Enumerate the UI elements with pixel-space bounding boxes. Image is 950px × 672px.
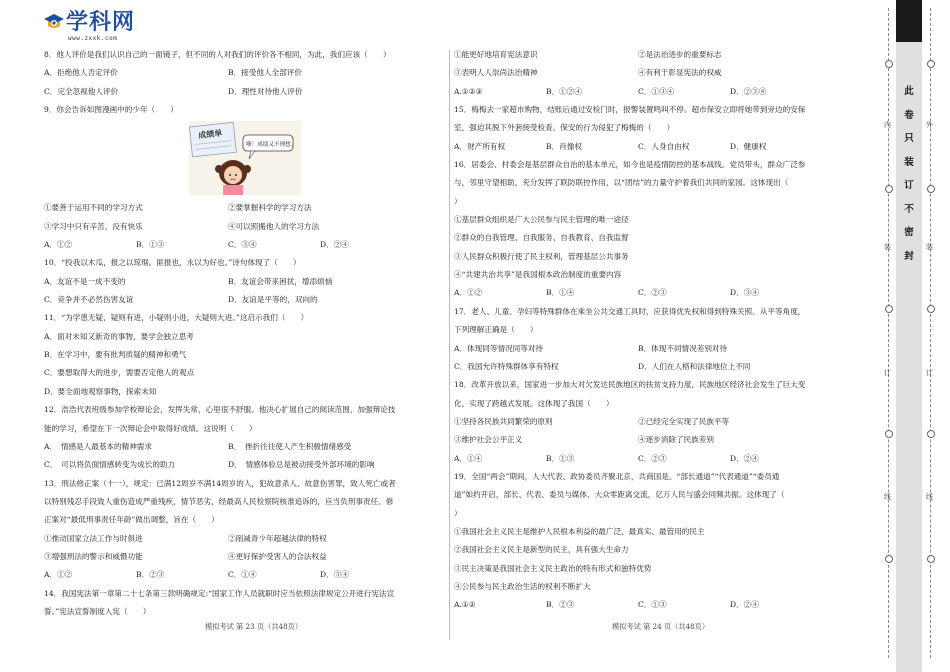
right-options xyxy=(454,358,854,376)
question-text: 9．你会告诉如图漫画中的少年（ ） xyxy=(44,105,178,115)
option-text: A．①④ xyxy=(454,453,483,463)
option-text: B．①③ xyxy=(546,453,575,463)
option-text: D．③④ xyxy=(730,288,759,298)
option-text: C．①③ xyxy=(638,600,667,610)
option-text: ②群众的自我管理、自我服务、自我教育、自我监督 xyxy=(454,233,629,243)
right-options xyxy=(454,596,854,614)
left-options xyxy=(44,236,449,254)
left-options xyxy=(44,64,449,82)
notice-char: 装 xyxy=(904,156,914,168)
option-text: D．健康权 xyxy=(730,141,767,151)
question-text: 12．浩浩代表班级参加学校辩论会，发挥失常，心里很不舒服。他决心扩展自己的阅读范围，加强辩论技 xyxy=(44,405,396,415)
question-text: 下列理解正确是（ ） xyxy=(454,325,538,335)
option-text: C．①④ xyxy=(228,570,257,580)
graduation-cap-icon xyxy=(44,12,64,32)
option-text: C．完全忽视他人评价 xyxy=(44,86,119,96)
option-text: C．②③ xyxy=(638,453,667,463)
outer-binding-label: 外 xyxy=(926,121,933,129)
left-options xyxy=(44,328,449,346)
option-text: ②削减青少年超越法律的特权 xyxy=(228,533,327,543)
right-options xyxy=(454,229,854,247)
option-text: A．财产所有权 xyxy=(454,141,506,151)
option-text: D．友谊是平等的，双向的 xyxy=(228,295,318,305)
option-text: D．②③④ xyxy=(730,86,767,96)
right-options xyxy=(454,560,854,578)
comic-illustration xyxy=(189,121,301,195)
column-divider xyxy=(449,50,450,640)
option-text: ②已经完全实现了民族平等 xyxy=(638,416,730,426)
option-text: ④公民参与民主政治生活的权利不断扩大 xyxy=(454,581,591,591)
right-options xyxy=(454,46,854,64)
option-text: D．②④ xyxy=(730,453,759,463)
outer-binding-label: 订 xyxy=(926,369,933,377)
option-text: C．要想取得大的进步，需要否定他人的观点 xyxy=(44,368,195,378)
left-options xyxy=(44,530,449,548)
question-text: 10．“投我以木瓜，报之以琼琚。匪报也，永以为好也。”诗句体现了（ ） xyxy=(44,258,301,268)
right-options xyxy=(454,138,854,156)
right-options xyxy=(454,248,854,266)
option-text: C．我国允许特殊群体享有特权 xyxy=(454,361,559,371)
question-text: 8．他人评价是我们认识自己的一面镜子，但不同的人对我们的评价各不相同，为此，我们应该（ ） xyxy=(44,50,391,59)
left-options xyxy=(44,438,449,456)
notice-char: 密 xyxy=(904,227,914,238)
option-text: B．体现不同情况差别对待 xyxy=(638,343,728,353)
right-options xyxy=(454,64,854,82)
option-text: B． 挫折往往使人产生积极情绪感受 xyxy=(228,441,352,451)
option-text: ①坚持各民族共同繁荣的原则 xyxy=(454,416,553,426)
notice-char: 封 xyxy=(904,250,914,262)
binding-hole xyxy=(885,305,893,313)
option-text: B．①④ xyxy=(546,288,575,298)
question-text: ） xyxy=(454,508,462,518)
binding-hole xyxy=(927,60,935,68)
binding-notice xyxy=(903,80,915,268)
outer-binding-label: 装 xyxy=(926,243,933,251)
question-text: 14．我国宪法第一章第二十七条第三款明确规定:“国家工作人员就职时应当依照法律规定公开进行宪法宣 xyxy=(44,588,395,598)
question-text: 18．改革开放以来，国家进一步加大对欠发达民族地区的扶贫支持力度，民族地区经济社会发生了巨大变 xyxy=(454,380,806,390)
option-text: A．面对未知又新奇的事物，要学会独立思考 xyxy=(44,331,194,341)
option-text: ①推动国家立法工作与时俱进 xyxy=(44,533,143,543)
logo xyxy=(44,10,136,42)
left-options xyxy=(44,346,449,364)
option-text: D．人们在人格和法律地位上不同 xyxy=(638,361,751,371)
option-text: B．接受他人全部评价 xyxy=(228,68,302,78)
question-text: 以特别残忍手段致人重伤造成严重残疾，情节恶劣，经最高人民检察院核准追诉的，应当负刑事责任。修 xyxy=(44,496,394,506)
option-text: A． 情感是人最基本的精神需求 xyxy=(44,441,152,451)
footer-left: 模拟考试 第 23 页（共48页） xyxy=(205,622,303,631)
option-text: ①要善于运用不同的学习方式 xyxy=(44,203,143,213)
right-options xyxy=(454,340,854,358)
question-text: 化，实现了跨越式发展。这体现了我国（ ） xyxy=(454,398,614,408)
question-text: 能的学习，希望在下一次辩论会中取得好成绩。这说明（ ） xyxy=(44,423,257,433)
option-text: C．人身自由权 xyxy=(638,141,690,151)
option-text: ③维护社会公平正义 xyxy=(454,435,523,445)
option-text: C．③④ xyxy=(228,240,257,250)
inner-binding-label: 装 xyxy=(884,243,891,251)
footer-right: 模拟考试 第 24 页（共48页） xyxy=(612,622,710,631)
binding-hole xyxy=(927,555,935,563)
notice-char: 此 xyxy=(904,86,914,97)
option-text: ①能更好地培育宪法意识 xyxy=(454,50,538,59)
comic-card-title: 成绩单 xyxy=(197,128,223,141)
question-text: 誓。”宪法宣誓制度入宪（ ） xyxy=(44,606,151,616)
option-text: D．②④ xyxy=(320,240,349,250)
question-text: 17．老人、儿童、孕妇等特殊群体在乘坐公共交通工具时，应获得优先权和得到特殊关照。从平等角度， xyxy=(454,306,806,316)
question-text: 室，强迫其脱下外套接受检查。保安的行为侵犯了梅梅的（ ） xyxy=(454,123,675,133)
question-text: 与，邻里守望相助，充分发挥了联防联控作用，以“团结”的力量守护着我们共同的家园。这体现出（ xyxy=(454,178,789,188)
left-options xyxy=(44,83,449,101)
option-text: B．①②④ xyxy=(546,86,582,96)
option-text: B．②③ xyxy=(136,570,165,580)
option-text: C．竞争并不必然伤害友谊 xyxy=(44,295,134,305)
binding-hole xyxy=(885,60,893,68)
right-options xyxy=(454,450,854,468)
option-text: D． 情感体验总是被动接受外部环境的影响 xyxy=(228,460,375,470)
question-text: 11．“为学患无疑，疑则有进，小疑则小进，大疑则大进。”这启示我们（ ） xyxy=(44,313,309,323)
left-options xyxy=(44,548,449,566)
option-text: A.①② xyxy=(454,600,476,610)
option-text: C． 可以将负面情感转变为成长的助力 xyxy=(44,460,176,470)
option-text: ②要掌握科学的学习方法 xyxy=(228,203,312,213)
question-text: 19．全国“两会”期间，人大代表、政协委员齐聚北京，共商国是。“部长通道”“代表通道”“委员通 xyxy=(454,471,780,481)
option-text: ②是法治进步的重要标志 xyxy=(638,50,722,59)
option-text: A．①② xyxy=(454,288,483,298)
outer-binding-label: 线 xyxy=(926,493,933,501)
left-options xyxy=(44,291,449,309)
option-text: ③人民群众积极行使了民主权利，管理基层公共事务 xyxy=(454,251,629,261)
right-options xyxy=(454,83,854,101)
option-text: ④可以照搬他人的学习方法 xyxy=(228,221,320,231)
comic-figure xyxy=(44,119,449,199)
question-text: 道”如约开启，部长、代表、委员与媒体、大众零距离交流，亿万人民与盛会同频共振。这体现了（ xyxy=(454,490,785,500)
notice-char: 只 xyxy=(904,133,914,144)
option-text: A．①② xyxy=(44,240,73,250)
left-column xyxy=(44,46,449,621)
left-options xyxy=(44,273,449,291)
inner-binding-label: 线 xyxy=(884,493,891,501)
left-options xyxy=(44,364,449,382)
option-text: A．友谊不是一成不变的 xyxy=(44,276,126,286)
right-options xyxy=(454,284,854,302)
notice-char: 不 xyxy=(904,203,914,215)
option-text: ④逐步消除了民族差别 xyxy=(638,435,714,445)
notice-bar-top xyxy=(896,0,922,42)
left-options xyxy=(44,456,449,474)
option-text: B．友谊会带来困扰，增添烦恼 xyxy=(228,276,333,286)
inner-binding-label: 订 xyxy=(884,369,891,377)
option-text: A．拒绝他人否定评价 xyxy=(44,68,118,78)
option-text: ④有利于彰显宪法的权威 xyxy=(638,68,722,78)
right-options xyxy=(454,266,854,284)
option-text: D．理性对待他人评价 xyxy=(228,86,303,96)
logo-url: www.zxxk.com xyxy=(68,35,118,42)
option-text: B．②③ xyxy=(546,600,575,610)
notice-char: 卷 xyxy=(904,109,914,121)
right-options xyxy=(454,431,854,449)
logo-text: 学科网 xyxy=(66,10,136,35)
right-column xyxy=(454,46,854,615)
option-text: ③表明人人崇尚法治精神 xyxy=(454,68,538,78)
binding-hole xyxy=(927,185,935,193)
question-text: ） xyxy=(454,196,462,206)
option-text: A．①② xyxy=(44,570,73,580)
option-text: ②我国社会主义民主是新型的民主，具有强大生命力 xyxy=(454,545,629,555)
option-text: ④“共建共治共享”是我国根本政治制度的重要内容 xyxy=(454,270,622,280)
right-options xyxy=(454,578,854,596)
left-options xyxy=(44,566,449,584)
binding-hole xyxy=(885,185,893,193)
right-options xyxy=(454,211,854,229)
option-text: ④更好保护受害人的合法权益 xyxy=(228,551,327,561)
binding-hole xyxy=(885,430,893,438)
left-options xyxy=(44,218,449,236)
question-text: 16．居委会、村委会是基层群众自治的基本单元，如今也是疫情防控的基本战线。党员带头，群众广泛参 xyxy=(454,160,806,170)
comic-speech: 嗨！成绩又不理想。 xyxy=(246,142,297,149)
option-text: A．体现同等情况同等对待 xyxy=(454,343,544,353)
option-text: D．②④ xyxy=(730,600,759,610)
option-text: ③民主决策是我国社会主义民主政治的特有形式和独特优势 xyxy=(454,563,652,573)
option-text: C．①③④ xyxy=(638,86,675,96)
option-text: C．②③ xyxy=(638,288,667,298)
notice-char: 订 xyxy=(904,180,914,191)
question-text: 正案对“最低刑事责任年龄”做出调整，旨在（ ） xyxy=(44,515,219,525)
question-text: 13．刑法修正案（十一），规定：已满12周岁不满14周岁的人，犯故意杀人、故意伤害罪，致人死亡或者 xyxy=(44,478,396,488)
right-options xyxy=(454,523,854,541)
option-text: B．在学习中，要有批判质疑的精神和勇气 xyxy=(44,350,187,360)
inner-binding-label: 内 xyxy=(884,121,891,129)
option-text: ③增强刑法的警示和威慑功能 xyxy=(44,551,143,561)
binding-hole xyxy=(927,430,935,438)
left-options xyxy=(44,199,449,217)
option-text: B．肖像权 xyxy=(546,141,582,151)
option-text: B．①③ xyxy=(136,240,165,250)
binding-hole xyxy=(927,305,935,313)
option-text: A.①②③ xyxy=(454,86,483,96)
binding-hole xyxy=(885,555,893,563)
option-text: ①我国社会主义民主是维护人民根本利益的最广泛、最真实、最管用的民主 xyxy=(454,526,705,536)
option-text: ①基层群众组织是广大公民参与民主管理的唯一途径 xyxy=(454,215,629,225)
option-text: D．要全面地观察事物，探索未知 xyxy=(44,386,157,396)
right-options xyxy=(454,541,854,559)
option-text: D．③④ xyxy=(320,570,349,580)
question-text: 15．梅梅去一家超市购物，结账后通过安检门时，报警装置鸣叫不停。超市保安立即将她带到旁边的安保 xyxy=(454,105,806,115)
option-text: ③学习中只有辛苦，没有快乐 xyxy=(44,221,143,231)
left-options xyxy=(44,383,449,401)
right-options xyxy=(454,413,854,431)
